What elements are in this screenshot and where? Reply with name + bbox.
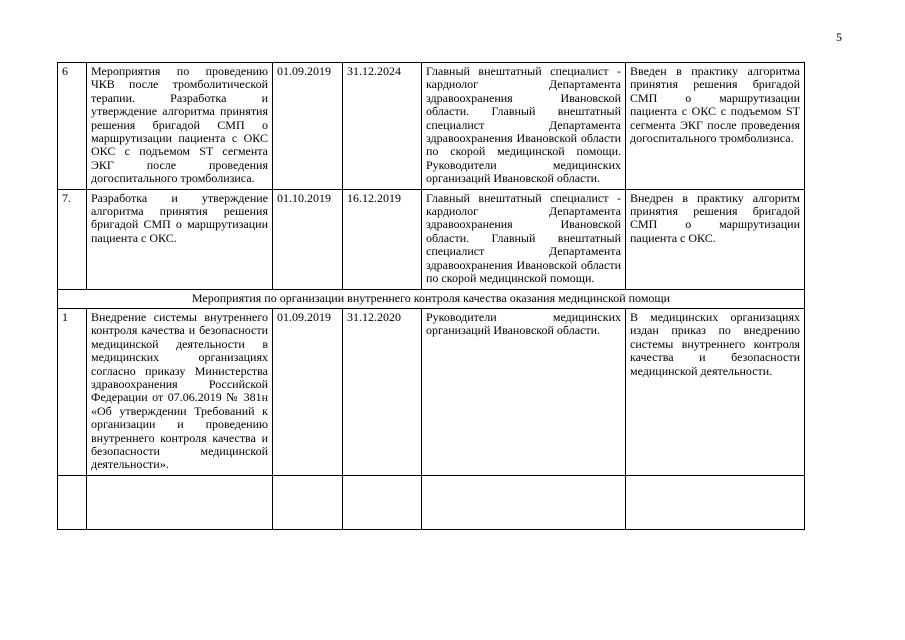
table-row-empty xyxy=(58,475,805,529)
row-number: 1 xyxy=(58,308,87,475)
action-plan-table xyxy=(57,62,805,530)
section-title: Мероприятия по организации внутреннего контроля качества оказания медицинской помощи xyxy=(58,289,805,308)
empty-cell xyxy=(343,475,422,529)
empty-cell xyxy=(422,475,626,529)
result-cell: Внедрен в практику алгоритм принятия решения бригадой СМП о маршрутизации пациента с ОКС. xyxy=(626,189,805,289)
result-cell: Введен в практику алгоритма принятия решения бригадой СМП о маршрутизации пациента с ОКС с подъемом ST сегмента ЭКГ после проведения догоспитального тромболизиса. xyxy=(626,63,805,190)
table-row xyxy=(58,63,805,190)
activity-cell: Внедрение системы внутреннего контроля качества и безопасности медицинской деятельности в медицинских организациях согласно приказу Министерства здравоохранения Российской Федерации от 07.06.2019 № 381н «Об утверждении Требований к организации и проведению внутреннего контроля качества и безопасности медицинской деятельности». xyxy=(87,308,273,475)
start-date-cell: 01.09.2019 xyxy=(273,63,343,190)
empty-cell xyxy=(626,475,805,529)
start-date-cell: 01.09.2019 xyxy=(273,308,343,475)
activity-cell: Мероприятия по проведению ЧКВ после тромболитической терапии. Разработка и утверждение алгоритма принятия решения бригадой СМП о маршрутизации пациента с ОКС ОКС с подъемом ST сегмента ЭКГ после проведения догоспитального тромболизиса. xyxy=(87,63,273,190)
start-date-cell: 01.10.2019 xyxy=(273,189,343,289)
responsible-cell: Руководители медицинских организаций Ивановской области. xyxy=(422,308,626,475)
empty-cell xyxy=(58,475,87,529)
row-number: 6 xyxy=(58,63,87,190)
end-date-cell: 31.12.2024 xyxy=(343,63,422,190)
responsible-cell: Главный внештатный специалист - кардиолог Департамента здравоохранения Ивановской области. Главный внештатный специалист Департамента здравоохранения Ивановской области по скорой медицинской помощи. xyxy=(422,189,626,289)
end-date-cell: 31.12.2020 xyxy=(343,308,422,475)
row-number: 7. xyxy=(58,189,87,289)
empty-cell xyxy=(87,475,273,529)
activity-cell: Разработка и утверждение алгоритма принятия решения бригадой СМП о маршрутизации пациента с ОКС. xyxy=(87,189,273,289)
section-row xyxy=(58,289,805,308)
end-date-cell: 16.12.2019 xyxy=(343,189,422,289)
empty-cell xyxy=(273,475,343,529)
table-row xyxy=(58,308,805,475)
page-number: 5 xyxy=(836,30,842,44)
result-cell: В медицинских организациях издан приказ по внедрению системы внутреннего контроля качества и безопасности медицинской деятельности. xyxy=(626,308,805,475)
responsible-cell: Главный внештатный специалист - кардиолог Департамента здравоохранения Ивановской области. Главный внештатный специалист Департамента здравоохранения Ивановской области по скорой медицинской помощи. Руководители медицинских организаций Ивановской области. xyxy=(422,63,626,190)
table-row xyxy=(58,189,805,289)
